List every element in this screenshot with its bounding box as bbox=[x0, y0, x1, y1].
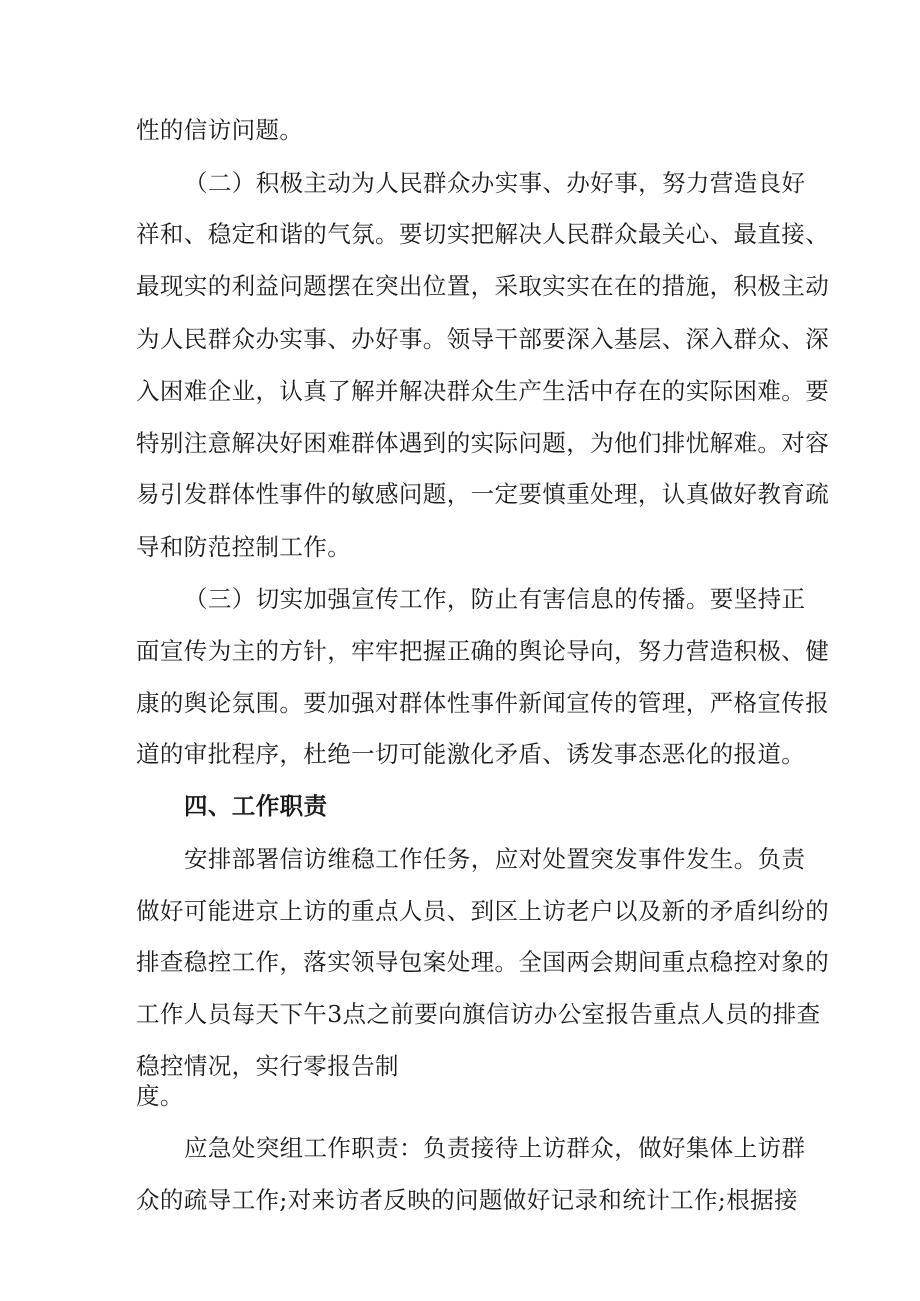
text-line: 排查稳控工作，落实领导包案处理。全国两会期间重点稳控对象的 bbox=[136, 948, 830, 976]
section-heading-2: （二）积极主动为人民群众办实事、办好事，努力营造良好 bbox=[184, 169, 806, 197]
text-line: 康的舆论氛围。要加强对群体性事件新闻宣传的管理，严格宣传报 bbox=[136, 689, 830, 717]
section-heading-4: 四、工作职责 bbox=[184, 792, 328, 820]
text-line: 工作人员每天下午3点之前要向旗信访办公室报告重点人员的排查 bbox=[136, 1000, 821, 1028]
text-line: 度。 bbox=[136, 1082, 184, 1110]
text-line: 安排部署信访维稳工作任务，应对处置突发事件发生。负责 bbox=[184, 845, 806, 873]
text-line: 稳控情况，实行零报告制 bbox=[136, 1052, 399, 1080]
text-line: 特别注意解决好困难群体遇到的实际问题，为他们排忧解难。对容 bbox=[136, 429, 830, 457]
text-line: 众的疏导工作;对来访者反映的问题做好记录和统计工作;根据接 bbox=[136, 1186, 798, 1214]
text-line: 导和防范控制工作。 bbox=[136, 533, 352, 561]
text-line: 入困难企业，认真了解并解决群众生产生活中存在的实际困难。要 bbox=[136, 377, 830, 405]
section-heading-3: （三）切实加强宣传工作，防止有害信息的传播。要坚持正 bbox=[184, 585, 806, 613]
text-line: 易引发群体性事件的敏感问题，一定要慎重处理，认真做好教育疏 bbox=[136, 480, 830, 508]
text-line: 面宣传为主的方针，牢牢把握正确的舆论导向，努力营造积极、健 bbox=[136, 637, 830, 665]
text-line: 祥和、稳定和谐的气氛。要切实把解决人民群众最关心、最直接、 bbox=[136, 220, 830, 248]
text-line: 为人民群众办实事、办好事。领导干部要深入基层、深入群众、深 bbox=[136, 325, 830, 353]
text-line: 最现实的利益问题摆在突出位置，采取实实在在的措施，积极主动 bbox=[136, 272, 830, 300]
text-line: 道的审批程序，杜绝一切可能激化矛盾、诱发事态恶化的报道。 bbox=[136, 740, 806, 768]
text-line: 应急处突组工作职责：负责接待上访群众，做好集体上访群 bbox=[184, 1134, 806, 1162]
text-line: 性的信访问题。 bbox=[136, 116, 304, 144]
text-line: 做好可能进京上访的重点人员、到区上访老户以及新的矛盾纠纷的 bbox=[136, 897, 830, 925]
